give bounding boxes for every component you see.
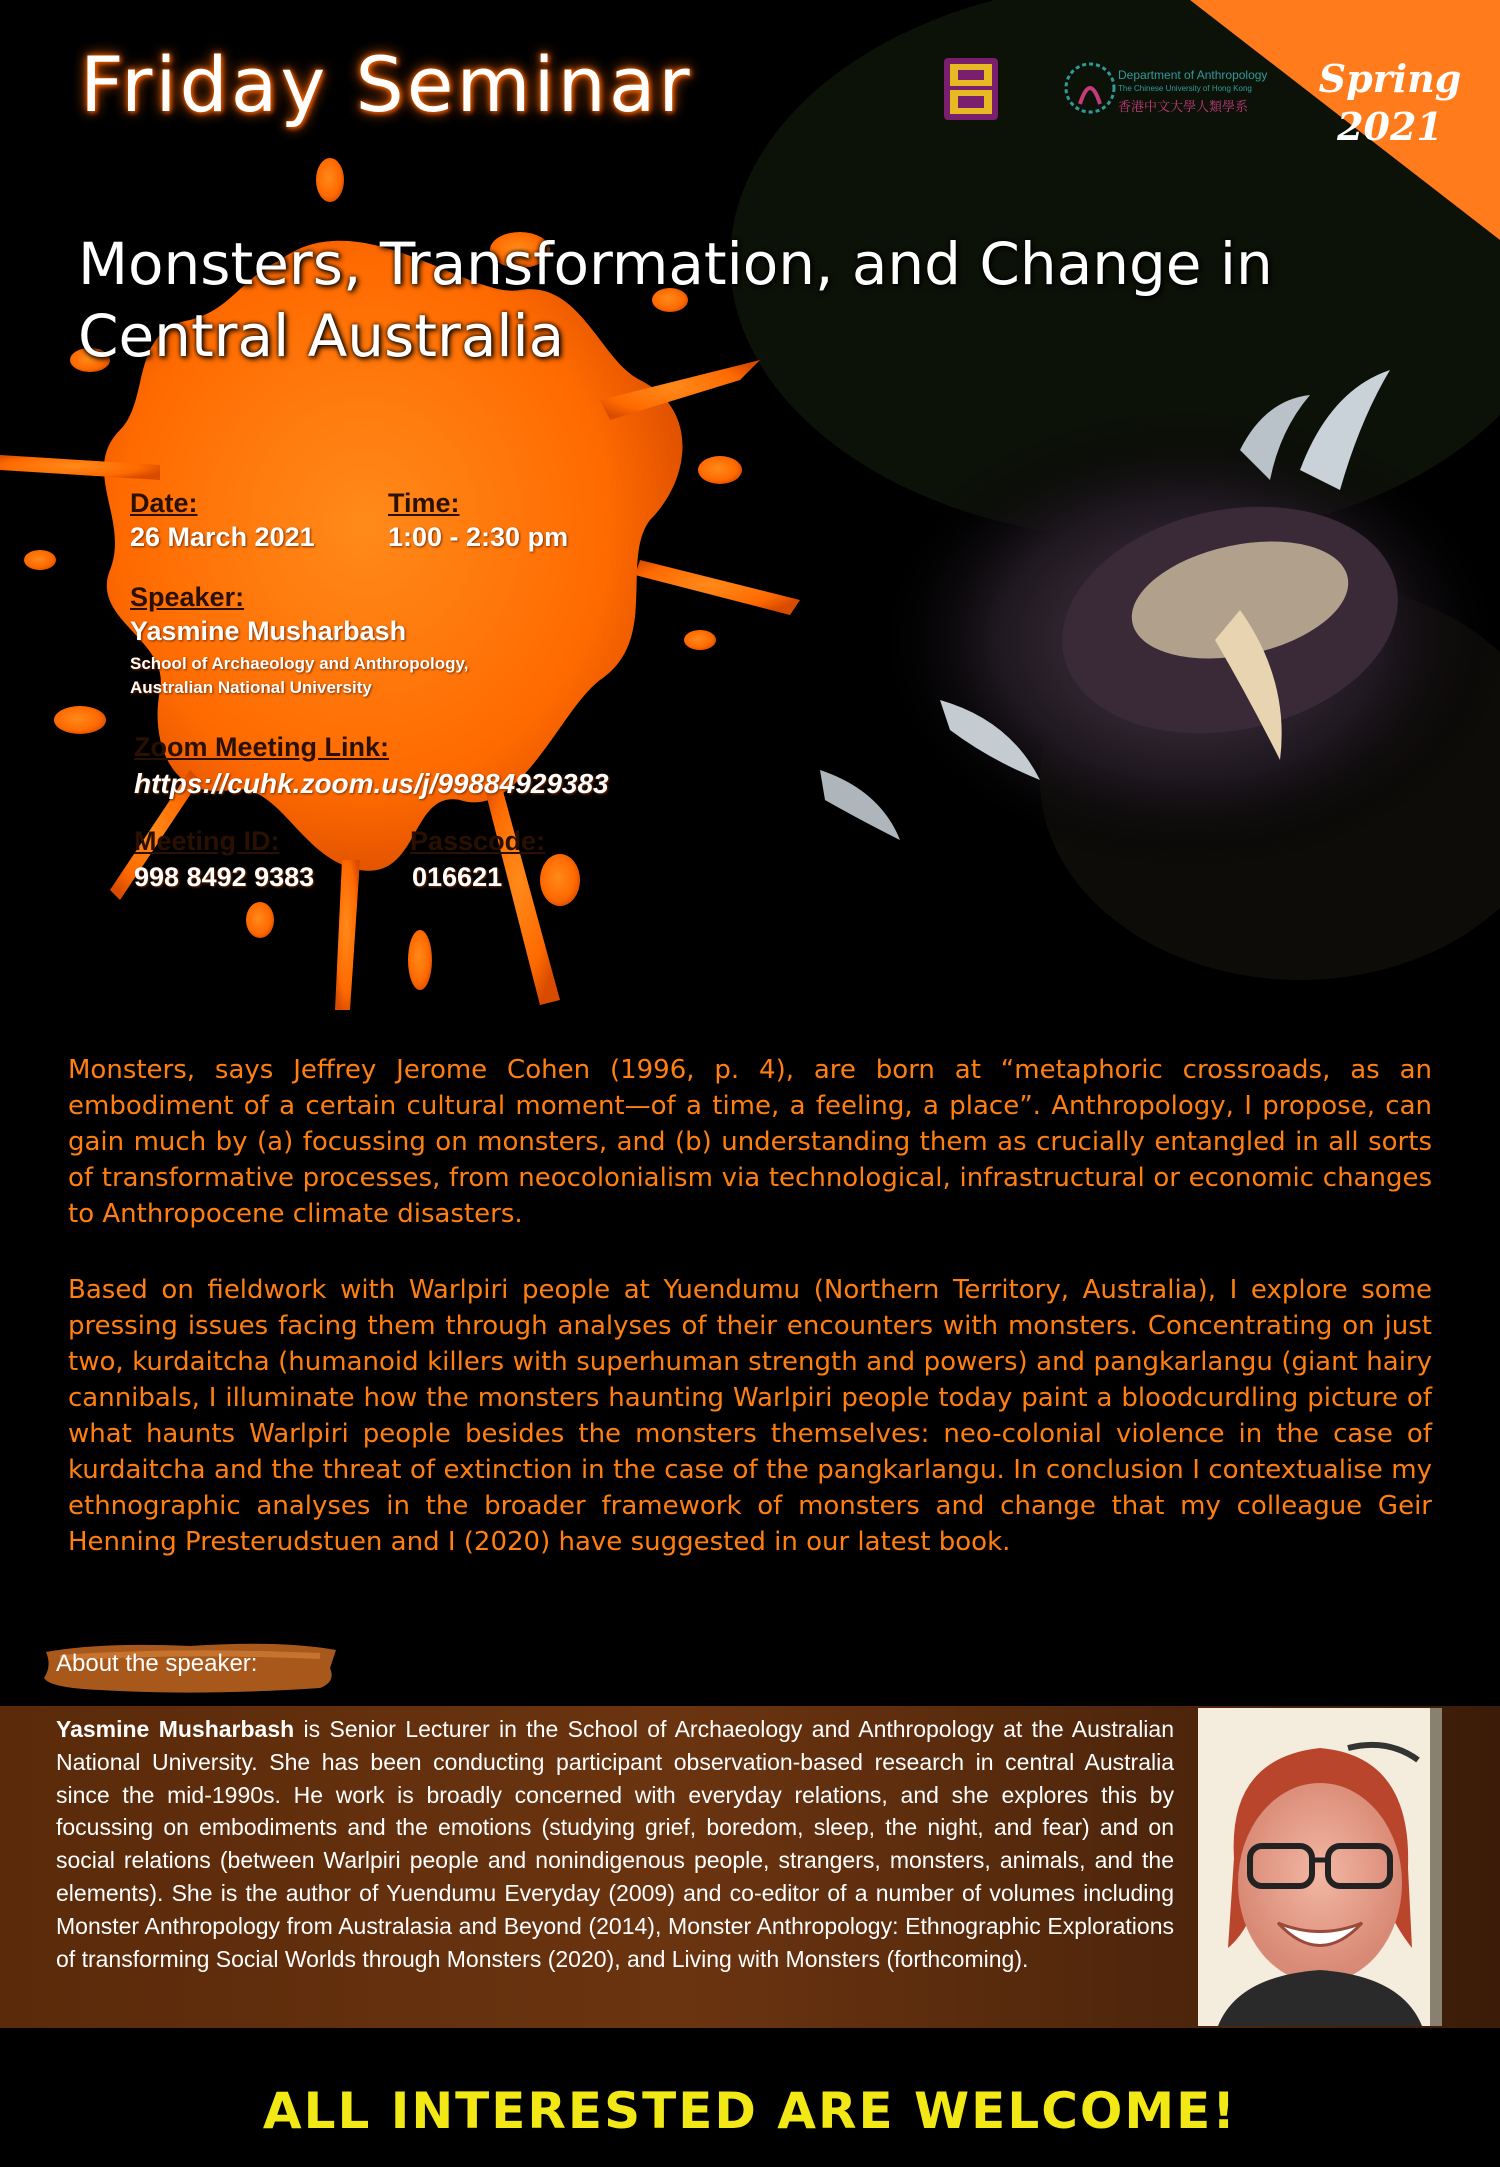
dept-name-en: Department of Anthropology: [1118, 68, 1268, 82]
bio-body: is Senior Lecturer in the School of Archaeology and Anthropology at the Australian National University. She has been conducting participant observation-based research in central Australia since the mid-1990s. He work is broadly concerned with everyday relations, and she explores this by focussing on embodiments and the emotions (studying grief, boredom, sleep, the night, and fear) and on social relations (between Warlpiri people and nonindigenous people, strangers, monsters, animals, and the elements). She is the author of Yuendumu Everyday (2009) and co-editor of a number of volumes including Monster Anthropology from Australasia and Beyond (2014), Monster Anthropology: Ethnographic Explorations of transforming Social Worlds through Monsters (2020), and Living with Monsters (forthcoming).: [56, 1716, 1174, 1972]
time-value: 1:00 - 2:30 pm: [388, 522, 569, 552]
time-label: Time:: [388, 488, 460, 518]
zoom-meeting-link[interactable]: https://cuhk.zoom.us/j/99884929383: [134, 768, 609, 799]
passcode-value: 016621: [412, 862, 503, 892]
bio-speaker-name: Yasmine Musharbash: [56, 1716, 295, 1742]
passcode-label: Passcode:: [410, 826, 546, 856]
speaker-photo: [1198, 1708, 1442, 2026]
talk-title: Monsters, Transformation, and Change in Central Australia: [78, 230, 1273, 370]
speaker-label: Speaker:: [130, 582, 245, 612]
speaker-affiliation-line-1: School of Archaeology and Anthropology,: [130, 654, 469, 673]
meeting-id-label: Meeting ID:: [134, 826, 280, 856]
speaker-affiliation-line-2: Australian National University: [130, 678, 372, 697]
term-season: Spring: [1318, 56, 1462, 101]
date-label: Date:: [130, 488, 198, 518]
speaker-name: Yasmine Musharbash: [130, 616, 407, 646]
series-title: Friday Seminar: [80, 40, 693, 129]
date-value: 26 March 2021: [130, 522, 315, 552]
anthropology-dept-logo: [1060, 58, 1120, 118]
dept-name-en-sub: The Chinese University of Hong Kong: [1118, 84, 1252, 93]
abstract-paragraph-2: Based on fieldwork with Warlpiri people at Yuendumu (Northern Territory, Australia), I explore some pressing issues facing them through analyses of their encounters with monsters. Concentrating on just two, kurdaitcha (humanoid killers with superhuman strength and powers) and pangkarlangu (giant hairy cannibals, I illuminate how the monsters haunting Warlpiri people today paint a bloodcurdling picture of what haunts Warlpiri people besides the monsters themselves: neo-colonial violence in the case of kurdaitcha and the threat of extinction in the case of the pangkarlangu. In conclusion I contextualise my ethnographic analyses in the broader framework of monsters and change that my colleague Geir Henning Presterudstuen and I (2020) have suggested in our latest book.: [68, 1275, 1432, 1557]
meeting-id-value: 998 8492 9383: [134, 862, 315, 892]
dept-name-zh: 香港中文大學人類學系: [1118, 99, 1249, 114]
welcome-banner: ALL INTERESTED ARE WELCOME!: [262, 2082, 1238, 2140]
speaker-bio: [56, 1713, 1174, 1975]
about-speaker-label: About the speaker:: [56, 1650, 258, 1677]
abstract-paragraph-1: Monsters, says Jeffrey Jerome Cohen (1996, p. 4), are born at “metaphoric crossroads, as an embodiment of a certain cultural moment—of a time, a feeling, a place”. Anthropology, I propose, can gain much by (a) focussing on monsters, and (b) understanding them as crucially entangled in all sorts of transformative processes, from neocolonialism via technological, infrastructural or economic changes to Anthropocene climate disasters.: [68, 1055, 1432, 1229]
zoom-link-label: Zoom Meeting Link:: [134, 732, 389, 762]
cuhk-crest-logo: [940, 56, 1002, 122]
term-year: 2021: [1337, 104, 1443, 149]
